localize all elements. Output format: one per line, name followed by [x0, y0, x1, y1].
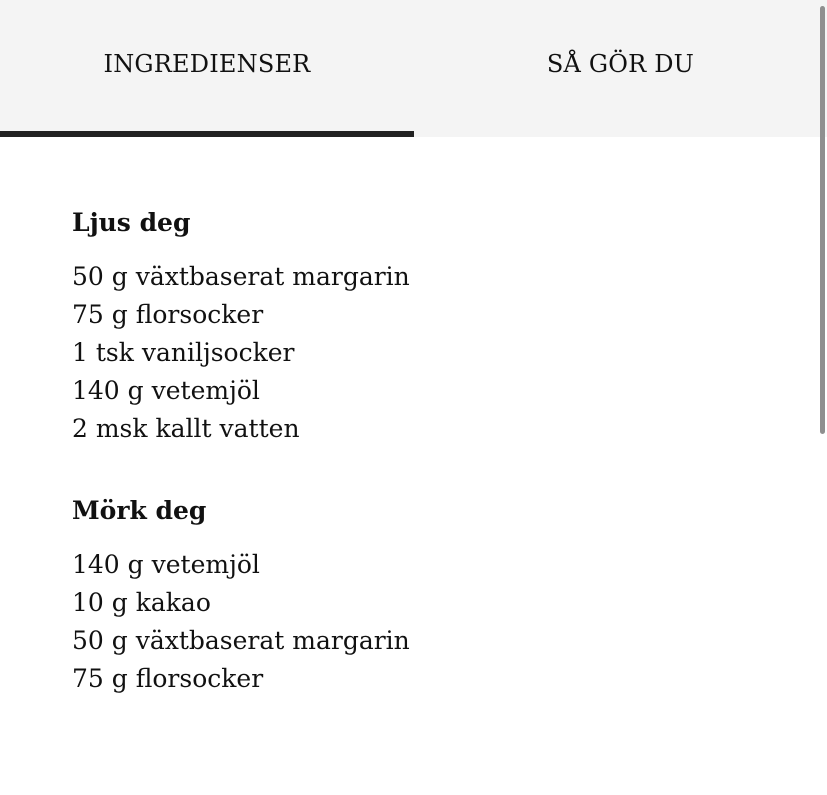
section-ljus-deg: [72, 200, 772, 448]
tab-ingredienser-label: INGREDIENSER: [103, 49, 311, 78]
tab-bar: [0, 0, 827, 137]
tab-sa-gor-du-label: SÅ GÖR DU: [546, 49, 695, 78]
list-item: 10 g kakao: [72, 588, 211, 617]
section-heading: Ljus deg: [72, 208, 191, 237]
list-item: 50 g växtbaserat margarin: [72, 626, 410, 655]
section-heading: Mörk deg: [72, 496, 207, 525]
list-item: 2 msk kallt vatten: [72, 414, 300, 443]
section-mork-deg: [72, 488, 772, 698]
scrollbar[interactable]: [820, 6, 825, 434]
tab-ingredienser[interactable]: [0, 0, 414, 137]
list-item: 75 g florsocker: [72, 664, 264, 693]
list-item: 140 g vetemjöl: [72, 550, 260, 579]
ingredients-content: [72, 200, 772, 698]
list-item: 50 g växtbaserat margarin: [72, 262, 410, 291]
list-item: 75 g florsocker: [72, 300, 264, 329]
ingredient-list: [72, 546, 772, 698]
ingredient-list: [72, 258, 772, 448]
list-item: 1 tsk vaniljsocker: [72, 338, 295, 367]
tab-sa-gor-du[interactable]: [414, 0, 827, 137]
list-item: 140 g vetemjöl: [72, 376, 260, 405]
